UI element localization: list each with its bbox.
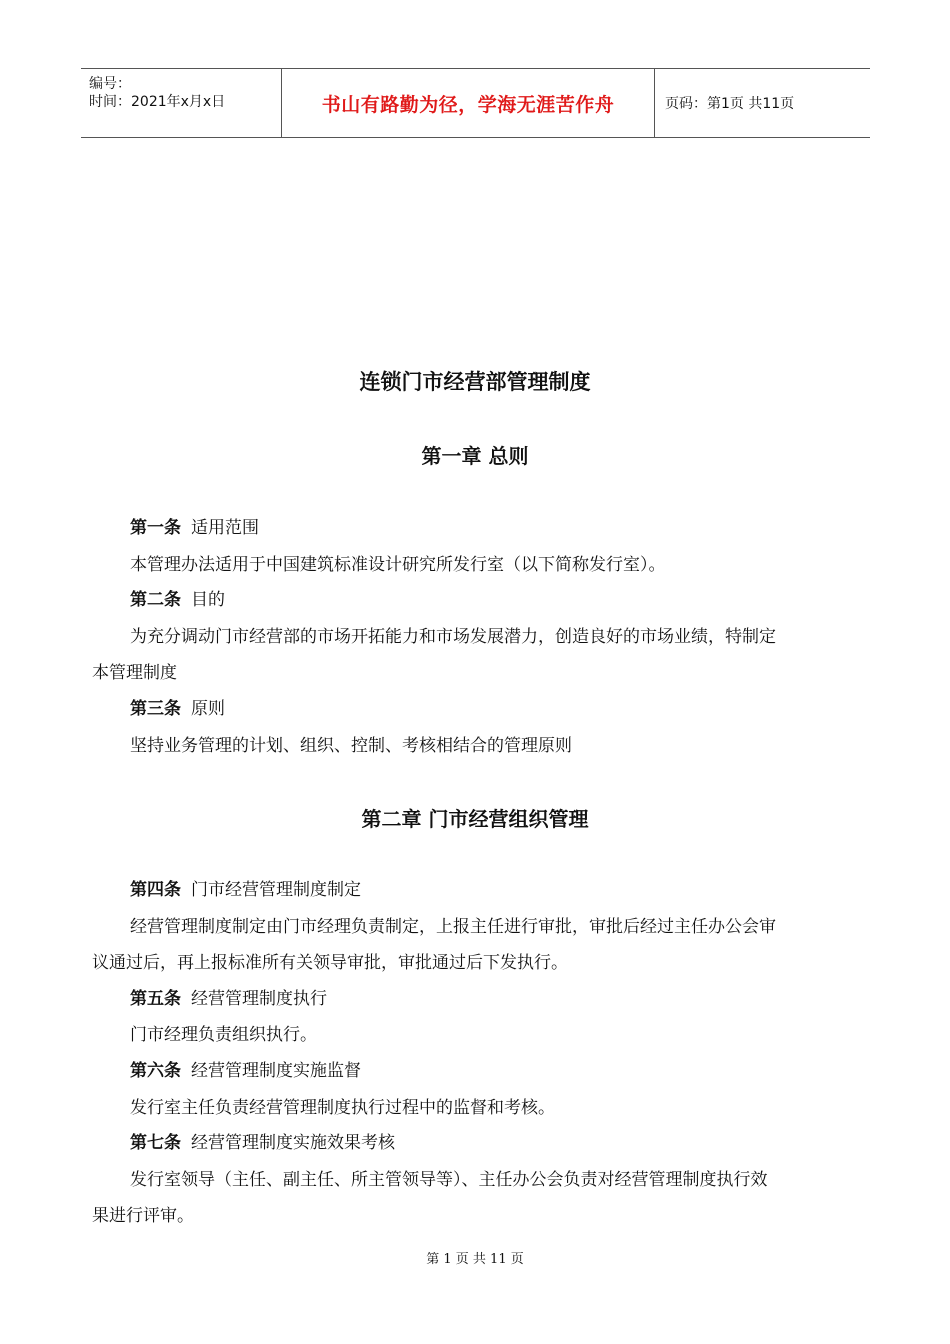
article-2-heading xyxy=(130,590,225,610)
article-6-heading xyxy=(130,1061,361,1081)
article-1-text: 本管理办法适用于中国建筑标准设计研究所发行室（以下简称发行室）。 xyxy=(130,555,666,575)
header-motto-cell xyxy=(282,69,655,137)
number-label: 编号： xyxy=(89,76,131,92)
document-title: 连锁门市经营部管理制度 xyxy=(359,370,591,394)
chapter-2-heading: 第二章 门市经营组织管理 xyxy=(361,807,589,831)
motto-text: 书山有路勤为径，学海无涯苦作舟 xyxy=(321,93,615,116)
article-5-title: 经营管理制度执行 xyxy=(191,989,327,1009)
time-label: 时间：2021年x月x日 xyxy=(89,94,226,110)
article-7-label: 第七条 xyxy=(130,1133,181,1153)
article-1-title: 适用范围 xyxy=(191,518,259,538)
article-5-label: 第五条 xyxy=(130,989,181,1009)
article-4-label: 第四条 xyxy=(130,880,181,900)
article-2-text-line2: 本管理制度 xyxy=(92,663,177,683)
article-3-title: 原则 xyxy=(191,699,225,719)
article-1-heading xyxy=(130,518,259,538)
article-6-title: 经营管理制度实施监督 xyxy=(191,1061,361,1081)
article-4-text-line1: 经营管理制度制定由门市经理负责制定，上报主任进行审批，审批后经过主任办公会审 xyxy=(130,917,776,937)
article-1-label: 第一条 xyxy=(130,518,181,538)
article-3-text: 坚持业务管理的计划、组织、控制、考核相结合的管理原则 xyxy=(130,736,572,756)
article-2-title: 目的 xyxy=(191,590,225,610)
page-footer: 第 1 页 共 11 页 xyxy=(426,1252,524,1267)
article-2-text-line1: 为充分调动门市经营部的市场开拓能力和市场发展潜力，创造良好的市场业绩，特制定 xyxy=(130,627,776,647)
article-4-heading xyxy=(130,880,361,900)
article-6-text: 发行室主任负责经营管理制度执行过程中的监督和考核。 xyxy=(130,1098,555,1118)
page-info: 页码：第1页 共11页 xyxy=(665,96,795,112)
article-5-text: 门市经理负责组织执行。 xyxy=(130,1025,317,1045)
article-7-heading xyxy=(130,1133,395,1153)
article-4-title: 门市经营管理制度制定 xyxy=(191,880,361,900)
article-3-label: 第三条 xyxy=(130,699,181,719)
article-7-title: 经营管理制度实施效果考核 xyxy=(191,1133,395,1153)
header-page-cell xyxy=(655,69,870,137)
chapter-1-heading: 第一章 总则 xyxy=(421,444,529,468)
article-4-text-line2: 议通过后，再上报标准所有关领导审批，审批通过后下发执行。 xyxy=(92,953,568,973)
header-table xyxy=(81,68,870,138)
article-5-heading xyxy=(130,989,327,1009)
article-3-heading xyxy=(130,699,225,719)
article-7-text-line1: 发行室领导（主任、副主任、所主管领导等）、主任办公会负责对经营管理制度执行效 xyxy=(130,1170,768,1190)
article-2-label: 第二条 xyxy=(130,590,181,610)
article-6-label: 第六条 xyxy=(130,1061,181,1081)
header-meta-cell xyxy=(81,69,282,137)
article-7-text-line2: 果进行评审。 xyxy=(92,1206,194,1226)
